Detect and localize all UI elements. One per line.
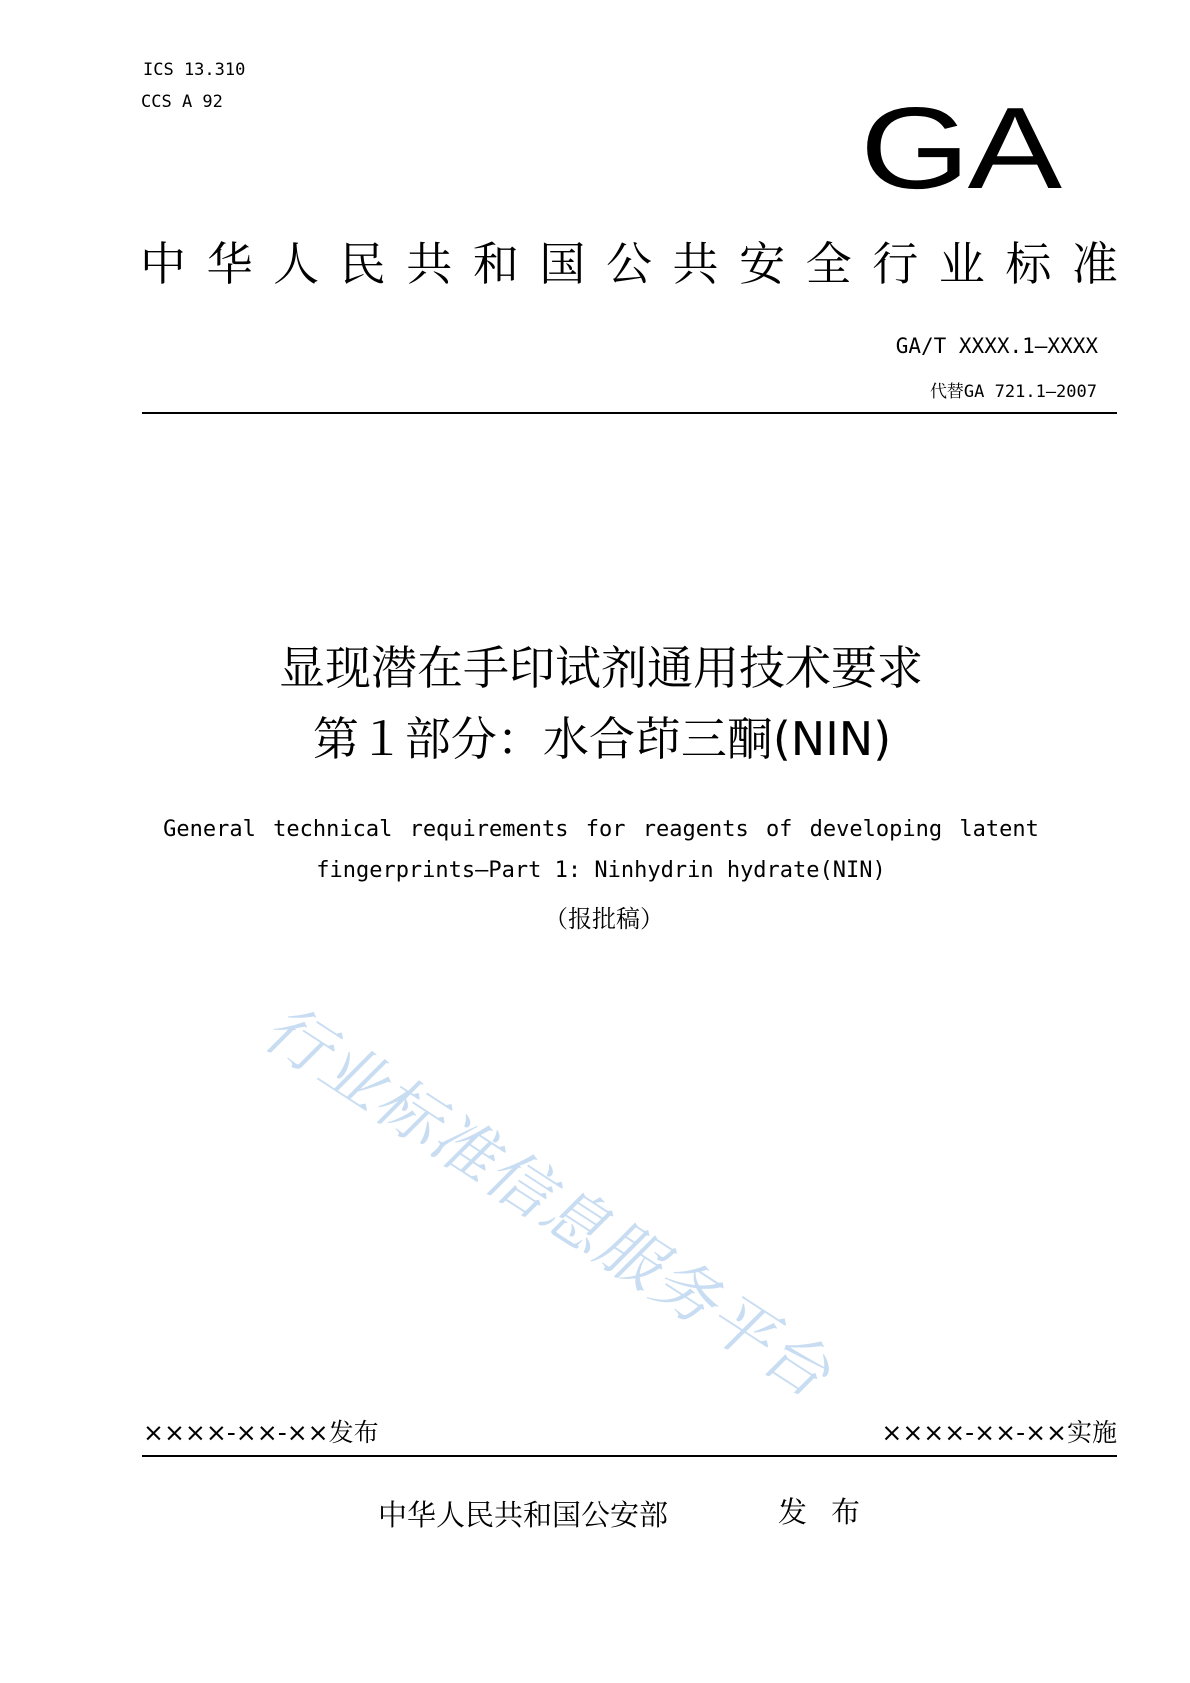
organization-title-char: 行 xyxy=(872,237,919,291)
title-english-line-2: fingerprints—Part 1: Ninhydrin hydrate(NIN) xyxy=(316,858,886,883)
bottom-divider xyxy=(142,1455,1117,1457)
organization-title-char: 全 xyxy=(805,237,852,291)
organization-title-char: 华 xyxy=(206,237,253,291)
organization-title-char: 安 xyxy=(739,237,786,291)
title-chinese-line-2: 第１部分：水合茚三酮(NIN) xyxy=(312,712,892,766)
organization-title-char: 准 xyxy=(1071,237,1118,291)
organization-title-char: 和 xyxy=(472,237,519,291)
organization-title-char: 公 xyxy=(605,237,652,291)
organization-title-char: 国 xyxy=(539,237,586,291)
implementation-date: ××××-××-××实施 xyxy=(881,1418,1117,1447)
ccs-code: CCS A 92 xyxy=(141,92,223,112)
organization-title-char: 中 xyxy=(140,237,186,291)
organization-title-char: 共 xyxy=(406,237,453,291)
standard-number: GA/T XXXX.1—XXXX xyxy=(895,334,1098,358)
draft-status: （报批稿） xyxy=(544,905,664,933)
top-divider xyxy=(142,412,1117,414)
issue-date: ××××-××-××发布 xyxy=(143,1418,379,1447)
organization-title-char: 标 xyxy=(1005,237,1052,291)
organization-title-char: 人 xyxy=(273,237,320,291)
ics-code: ICS 13.310 xyxy=(143,60,246,80)
title-english-line-1: General technical requirements for reagents of developing latent xyxy=(163,817,1039,842)
organization-title-char: 民 xyxy=(339,237,386,291)
replaces-standard: 代替GA 721.1—2007 xyxy=(929,382,1097,402)
organization-title-char: 共 xyxy=(672,237,719,291)
organization-title xyxy=(140,236,1118,292)
title-chinese-line-1: 显现潜在手印试剂通用技术要求 xyxy=(279,641,923,695)
watermark: 行业标准信息服务平台 xyxy=(247,998,855,1412)
ga-logo: GA xyxy=(860,83,1060,213)
organization-title-char: 业 xyxy=(938,237,985,291)
issuing-authority: 中华人民共和国公安部 xyxy=(378,1498,669,1532)
issue-verb: 发布 xyxy=(778,1495,885,1529)
